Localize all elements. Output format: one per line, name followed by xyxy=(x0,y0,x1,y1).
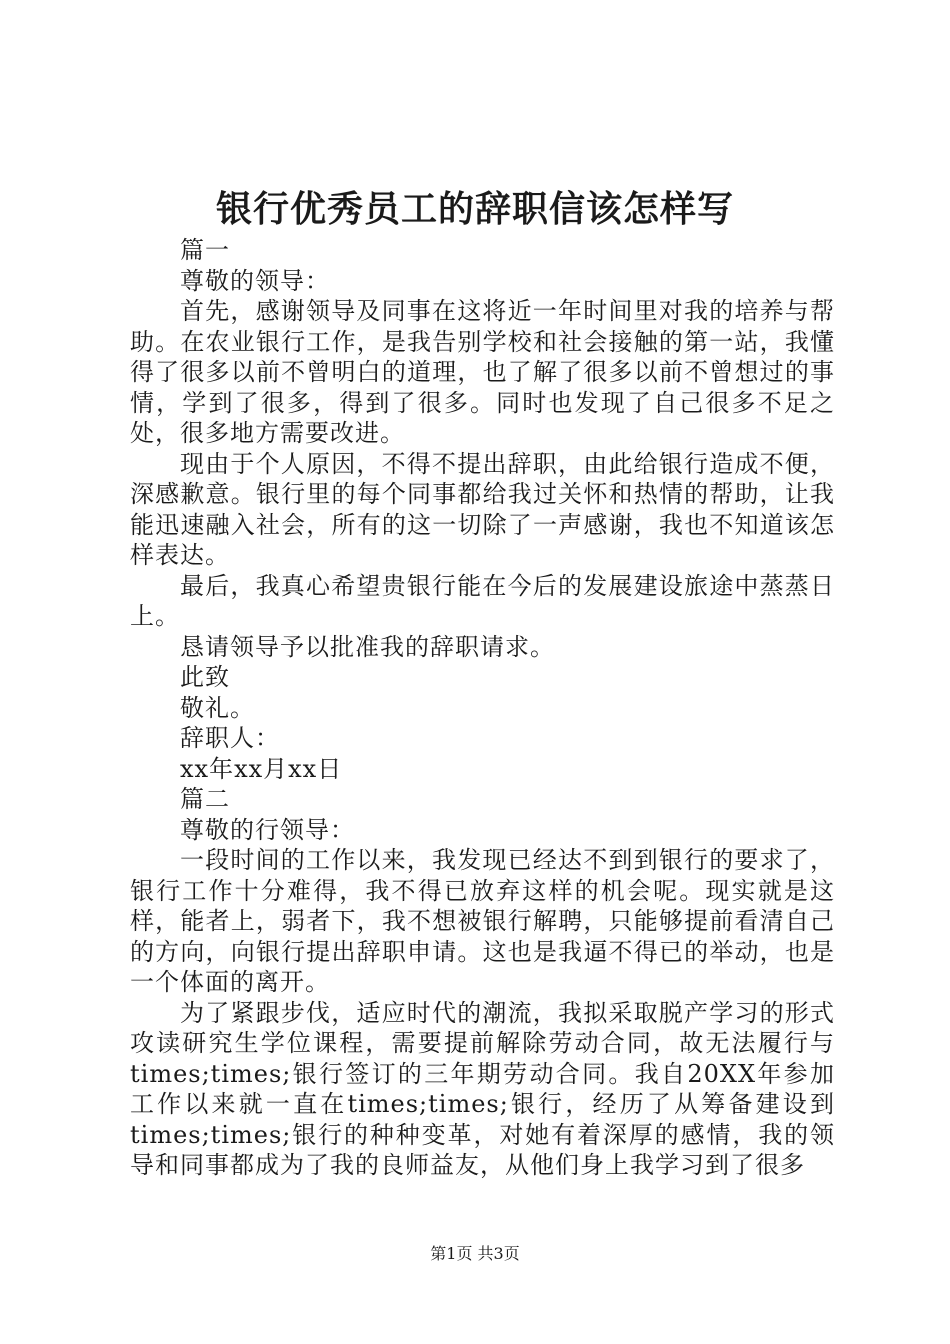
closing-line: 敬礼。 xyxy=(180,693,255,722)
section-heading-1: 篇一 xyxy=(180,236,230,264)
body-paragraph: 为了紧跟步伐，适应时代的潮流，我拟采取脱产学习的形式攻读研究生学位课程，需要提前解除劳动合同，故无法履行与times;times;银行签订的三年期劳动合同。我自20XX年参加工作以来就一直在times;times;银行，经历了从筹备建设到times;times;银行的种种变革，对她有着深厚的感情，我的领导和同事都成为了我的良师益友，从他们身上我学习到了很多 xyxy=(130,998,835,1179)
document-title: 银行优秀员工的辞职信该怎样写 xyxy=(215,189,734,230)
body-paragraph: 现由于个人原因，不得不提出辞职，由此给银行造成不便，深感歉意。银行里的每个同事都给我过关怀和热情的帮助，让我能迅速融入社会，所有的这一切除了一声感谢，我也不知道该怎样表达。 xyxy=(130,449,835,569)
closing-line: 此致 xyxy=(180,663,230,691)
page-footer: 第1页 共3页 xyxy=(430,1244,520,1263)
signature-label: 辞职人： xyxy=(180,724,280,752)
body-paragraph: 恳请领导予以批准我的辞职请求。 xyxy=(180,632,555,661)
body-paragraph: 最后，我真心希望贵银行能在今后的发展建设旅途中蒸蒸日上。 xyxy=(130,571,835,630)
body-paragraph: 首先，感谢领导及同事在这将近一年时间里对我的培养与帮助。在农业银行工作，是我告别学校和社会接触的第一站，我懂得了很多以前不曾明白的道理，也了解了很多以前不曾想过的事情，学到了很多，得到了很多。同时也发现了自己很多不足之处，很多地方需要改进。 xyxy=(130,297,835,447)
date-line: xx年xx月xx日 xyxy=(180,754,343,783)
section-heading-2: 篇二 xyxy=(180,785,230,813)
document-body xyxy=(130,235,835,1181)
salutation-1: 尊敬的领导： xyxy=(180,266,330,295)
salutation-2: 尊敬的行领导： xyxy=(180,815,355,844)
body-paragraph: 一段时间的工作以来，我发现已经达不到到银行的要求了，银行工作十分难得，我不得已放弃这样的机会呢。现实就是这样，能者上，弱者下，我不想被银行解聘，只能够提前看清自己的方向，向银行提出辞职申请。这也是我逼不得已的举动，也是一个体面的离开。 xyxy=(130,846,835,996)
